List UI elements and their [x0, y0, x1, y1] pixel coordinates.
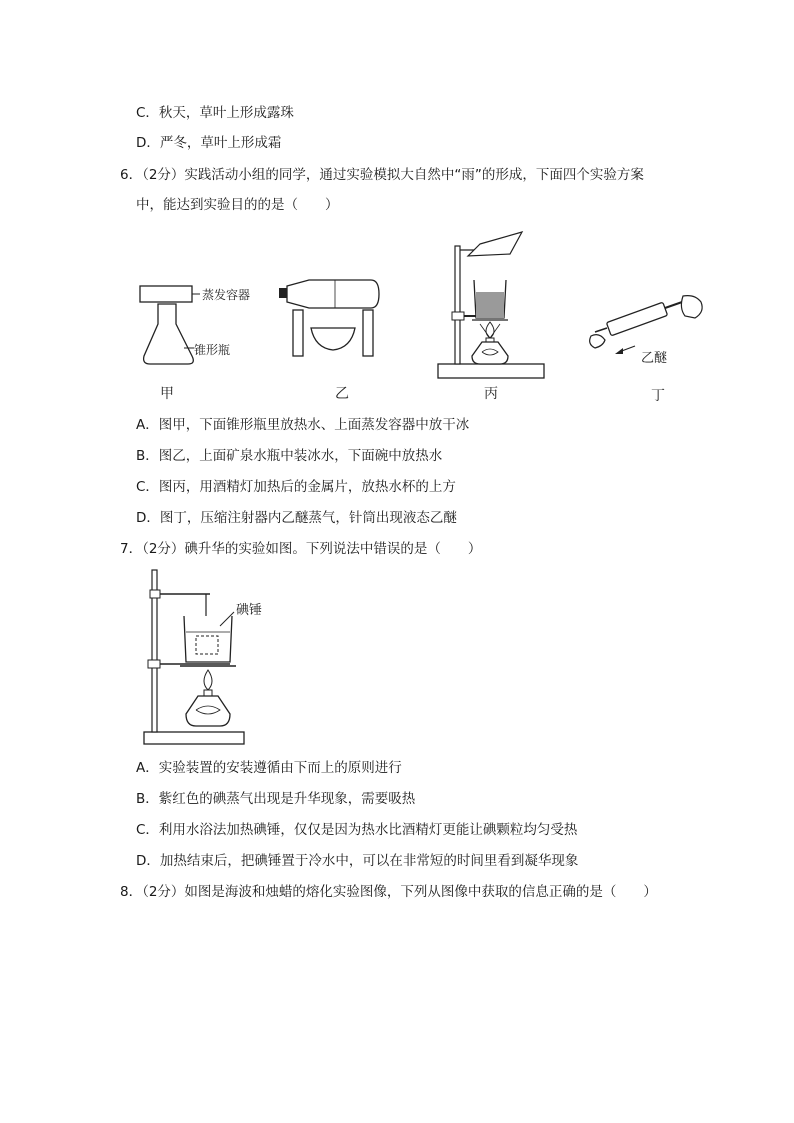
label-flask: 锥形瓶 [194, 343, 231, 357]
label-ether: 乙醚 [641, 351, 668, 366]
figure-jia [130, 280, 260, 400]
q5-option-c: C．秋天，草叶上形成露珠 [136, 105, 294, 121]
q7-option-d: D．加热结束后，把碘锤置于冷水中，可以在非常短的时间里看到凝华现象 [136, 853, 579, 869]
q6-stem-line2: 中，能达到实验目的的是（ ） [136, 197, 339, 213]
figure-bing [430, 224, 550, 400]
caption-jia: 甲 [160, 386, 174, 402]
q6-option-d: D．图丁，压缩注射器内乙醚蒸气，针筒出现液态乙醚 [136, 510, 457, 526]
q6-option-a: A．图甲，下面锥形瓶里放热水、上面蒸发容器中放干冰 [136, 417, 470, 433]
q6-stem-line1: 6．（2分）实践活动小组的同学，通过实验模拟大自然中“雨”的形成，下面四个实验方案 [120, 167, 644, 183]
figure-yi [275, 272, 390, 400]
q6-option-b: B．图乙，上面矿泉水瓶中装冰水，下面碗中放热水 [136, 448, 443, 464]
figure-q7-apparatus [140, 566, 263, 748]
q7-option-c: C．利用水浴法加热碘锤，仅仅是因为热水比酒精灯更能让碘颗粒均匀受热 [136, 822, 578, 838]
q6-option-c: C．图丙，用酒精灯加热后的金属片，放热水杯的上方 [136, 479, 456, 495]
caption-yi: 乙 [335, 386, 349, 402]
q7-option-a: A．实验装置的安装遵循由下而上的原则进行 [136, 760, 402, 776]
caption-ding: 丁 [651, 388, 665, 404]
q8-stem: 8．（2分）如图是海波和烛蜡的熔化实验图像，下列从图像中获取的信息正确的是（ ） [120, 884, 657, 900]
figure-ding [585, 288, 715, 404]
q7-option-b: B．紫红色的碘蒸气出现是升华现象，需要吸热 [136, 791, 416, 807]
q5-option-d: D．严冬，草叶上形成霜 [136, 135, 282, 151]
caption-bing: 丙 [484, 386, 498, 402]
q7-stem: 7．（2分）碘升华的实验如图。下列说法中错误的是（ ） [120, 541, 482, 557]
label-iodine-hammer: 碘锤 [236, 603, 263, 618]
label-container: 蒸发容器 [202, 288, 251, 302]
